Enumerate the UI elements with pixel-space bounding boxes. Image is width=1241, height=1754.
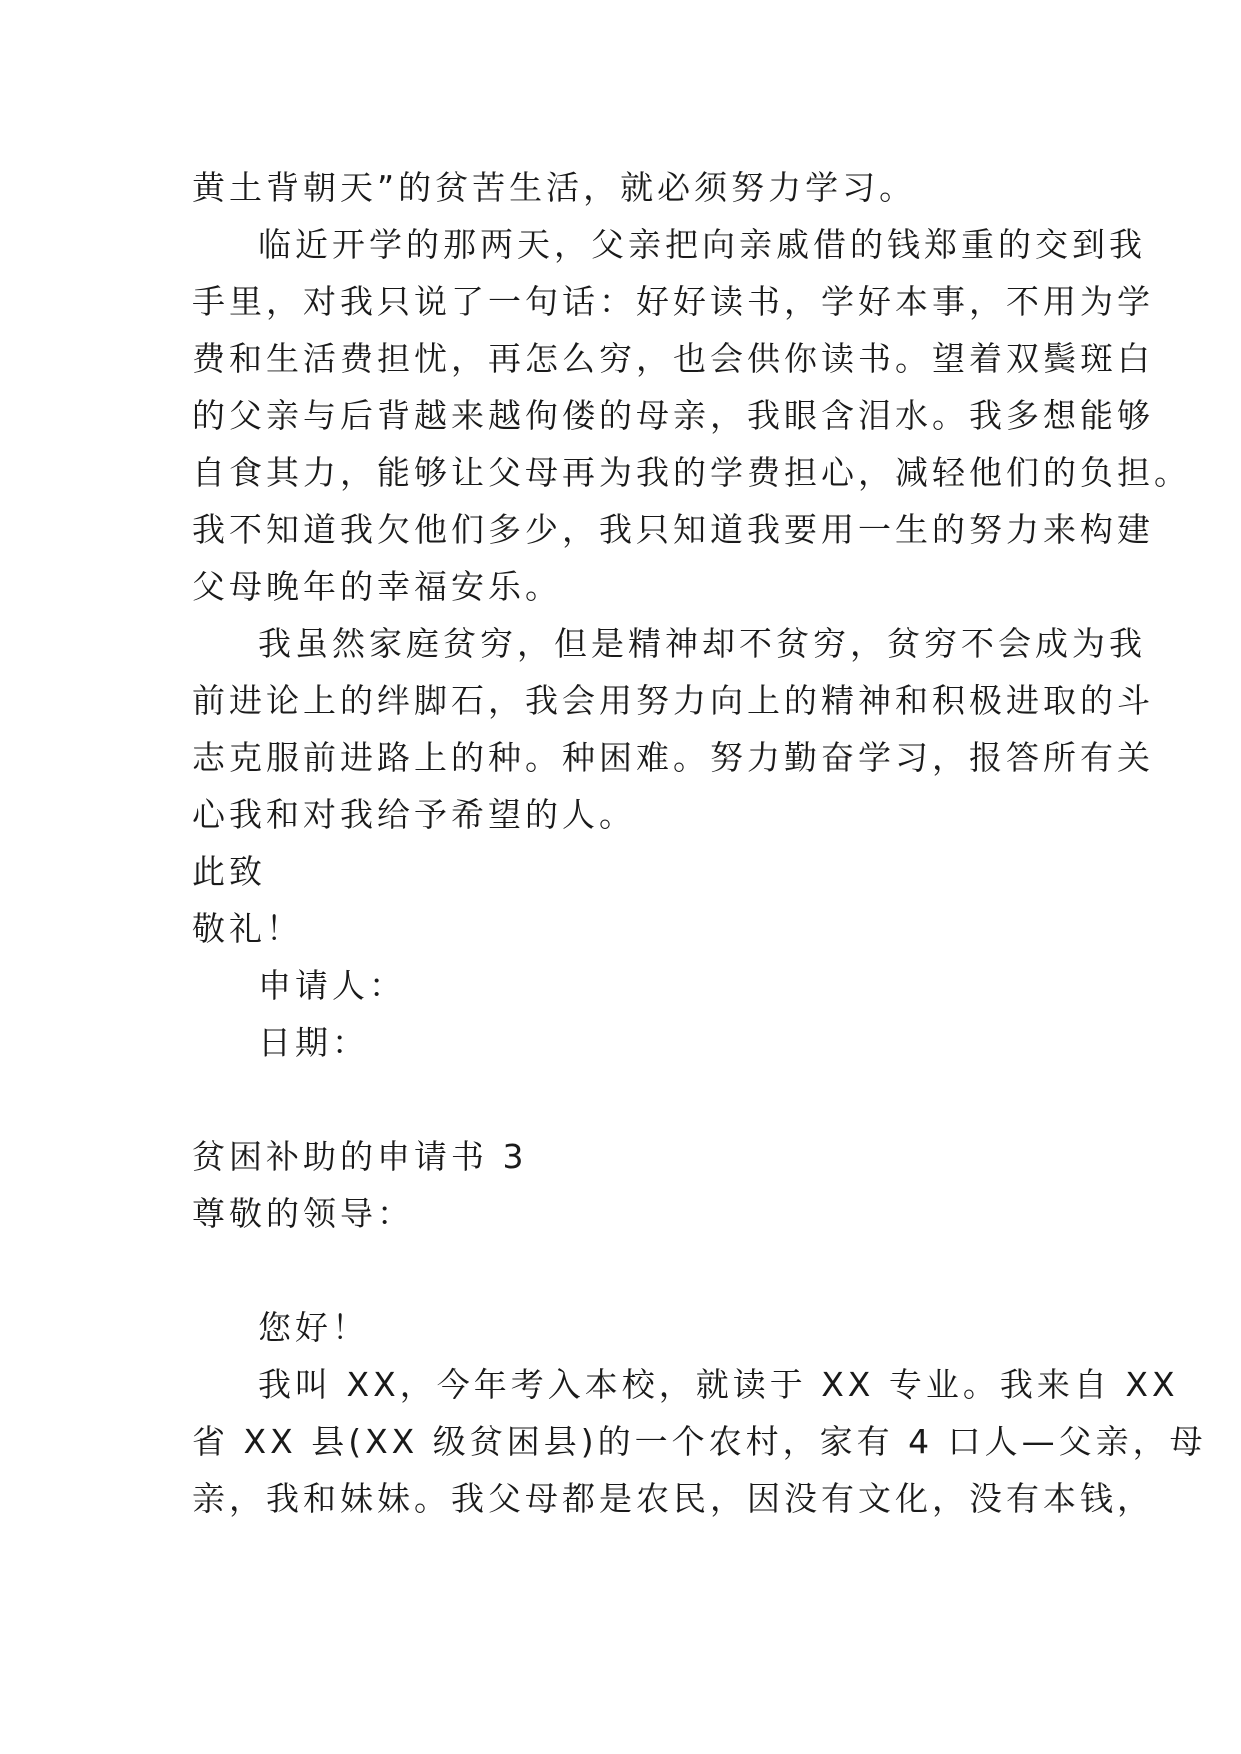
paragraph-line: 亲，我和妹妹。我父母都是农民，因没有文化，没有本钱， [192,1479,1154,1518]
paragraph-line: 省 XX 县(XX 级贫困县)的一个农村，家有 4 口人—父亲，母 [192,1422,1207,1461]
paragraph-line: 我不知道我欠他们多少，我只知道我要用一生的努力来构建 [192,510,1154,549]
greeting: 您好！ [258,1308,369,1347]
paragraph-line: 临近开学的那两天，父亲把向亲戚借的钱郑重的交到我 [258,225,1146,264]
paragraph-line: 的父亲与后背越来越佝偻的母亲，我眼含泪水。我多想能够 [192,396,1154,435]
paragraph-line: 我叫 XX，今年考入本校，就读于 XX 专业。我来自 XX [258,1365,1179,1404]
paragraph-line: 费和生活费担忧，再怎么穷，也会供你读书。望着双鬓斑白 [192,339,1154,378]
paragraph-line: 我虽然家庭贫穷，但是精神却不贫穷，贫穷不会成为我 [258,624,1146,663]
text-line: 黄土背朝天”的贫苦生活，就必须努力学习。 [192,168,917,207]
paragraph-line: 父母晚年的幸福安乐。 [192,567,562,606]
date-label: 日期： [258,1023,369,1062]
section-title: 贫困补助的申请书 3 [192,1137,528,1176]
closing-regards: 敬礼！ [192,909,303,948]
addressee: 尊敬的领导： [192,1194,414,1233]
paragraph-line: 自食其力，能够让父母再为我的学费担心，减轻他们的负担。 [192,453,1191,492]
paragraph-line: 志克服前进路上的种。种困难。努力勤奋学习，报答所有关 [192,738,1154,777]
paragraph-line: 手里，对我只说了一句话：好好读书，学好本事，不用为学 [192,282,1154,321]
paragraph-line: 前进论上的绊脚石，我会用努力向上的精神和积极进取的斗 [192,681,1154,720]
closing-salutation: 此致 [192,852,266,891]
applicant-label: 申请人： [258,966,406,1005]
paragraph-line: 心我和对我给予希望的人。 [192,795,636,834]
